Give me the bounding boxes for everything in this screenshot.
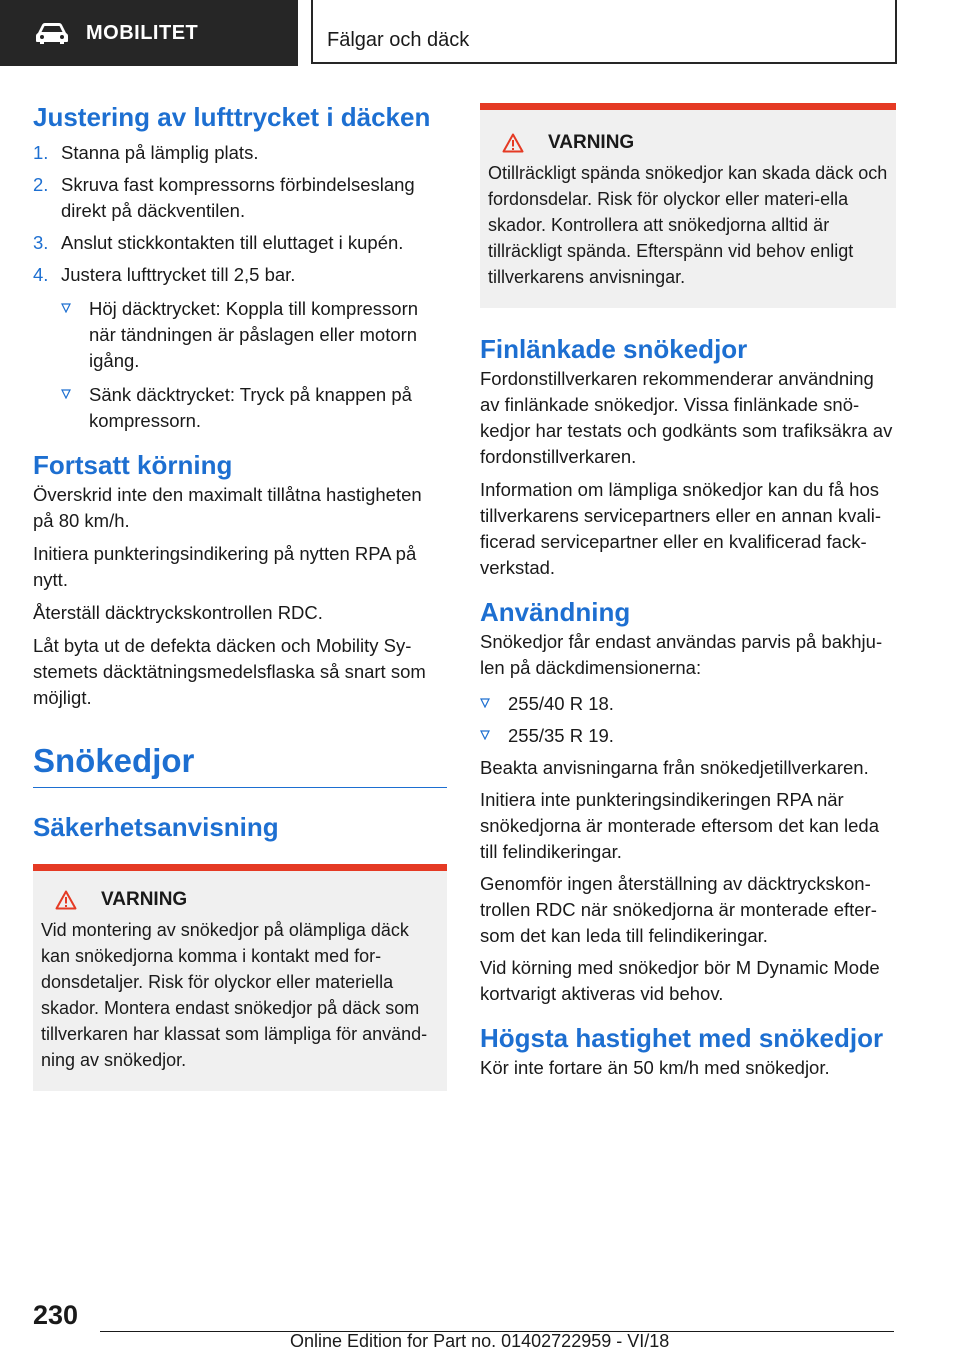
car-icon <box>34 21 70 45</box>
right-column <box>480 103 896 1081</box>
heading-hogsta: Högsta hastighet med snökedjor <box>480 1023 884 1053</box>
warning-box <box>33 864 447 1091</box>
triangle-bullet-icon <box>480 698 490 708</box>
paragraph: Återställ däcktryckskontrollen RDC. <box>33 602 323 623</box>
paragraph: Initiera punkteringsindikering på nytten RPA på nytt. <box>33 543 417 590</box>
section-label: MOBILITET <box>86 21 199 44</box>
heading-snokedjor: Snökedjor <box>33 742 195 779</box>
warning-header <box>41 889 439 911</box>
paragraph: Fordonstillverkaren rekommenderar användning av finlänkade snökedjor. Vissa finlänkade snö-kedjor har testats och godkänts som trafiksäkra av fordonstillverkaren. <box>480 368 893 467</box>
heading-fortsatt: Fortsatt körning <box>33 450 233 480</box>
paragraph: Initiera inte punkteringsindikeringen RPA när snökedjorna är monterade eftersom det kan leda till felindikeringar. <box>480 789 880 862</box>
triangle-bullet-icon <box>480 730 490 740</box>
left-column <box>33 100 447 1091</box>
list-item: 255/35 R 19. <box>480 723 896 749</box>
list-item: 1. Stanna på lämplig plats. <box>33 142 259 163</box>
warning-title: VARNING <box>548 132 635 153</box>
heading-sakerhet: Säkerhetsanvisning <box>33 812 279 842</box>
warning-text: Otillräckligt spända snökedjor kan skada däck och fordonsdelar. Risk för olyckor eller materi-ella skador. Kontrollera att snökedjorna alltid är tillräckligt spända. Efterspänn vid behov enligt tillverkarens anvisningar. <box>488 163 888 287</box>
chapter-tab <box>311 0 897 64</box>
heading-justering: Justering av lufttrycket i däcken <box>33 102 431 132</box>
sizes-list <box>480 691 896 749</box>
paragraph: Låt byta ut de defekta däcken och Mobility Sy-stemets däcktätningsmedelsflaska så snart som möjligt. <box>33 635 426 708</box>
paragraph: Kör inte fortare än 50 km/h med snökedjor. <box>480 1057 830 1078</box>
warning-box <box>480 103 896 308</box>
chapter-title: Fälgar och däck <box>327 29 470 51</box>
list-item: 2. Skruva fast kompressorns förbindelseslang direkt på däckventilen. <box>33 174 415 221</box>
list-item: Sänk däcktrycket: Tryck på knappen på kompressorn. <box>61 382 447 434</box>
page-header <box>0 0 960 66</box>
steps-list <box>33 140 447 434</box>
edition-text: Online Edition for Part no. 01402722959 - VI/18 <box>290 1331 670 1351</box>
warning-triangle-icon <box>55 890 77 910</box>
section-tab <box>0 0 298 66</box>
paragraph: Vid körning med snökedjor bör M Dynamic Mode kortvarigt aktiveras vid behov. <box>480 957 880 1004</box>
warning-title: VARNING <box>101 889 188 910</box>
paragraph: Genomför ingen återställning av däcktryckskon-trollen RDC när snökedjorna är monterade efter-som det kan leda till felindikeringar. <box>480 873 877 946</box>
warning-text: Vid montering av snökedjor på olämpliga däck kan snökedjorna komma i kontakt med for-donsdetaljer. Risk för olyckor eller materiella skador. Montera endast snökedjor på däck som tillverkaren har klassat som lämpliga för använd-ning av snökedjor. <box>41 920 428 1070</box>
triangle-bullet-icon <box>61 389 71 399</box>
paragraph: Beakta anvisningarna från snökedjetillverkaren. <box>480 757 869 778</box>
paragraph: Information om lämpliga snökedjor kan du få hos tillverkarens servicepartners eller en annan kvali-ficerad servicepartner eller en kvalificerad fack-verkstad. <box>480 479 882 578</box>
paragraph: Överskrid inte den maximalt tillåtna hastigheten på 80 km/h. <box>33 484 422 531</box>
paragraph: Snökedjor får endast användas parvis på bakhju-len på däckdimensionerna: <box>480 631 883 678</box>
heading-finlankade: Finlänkade snökedjor <box>480 334 748 364</box>
heading-rule <box>33 787 447 788</box>
list-item: Höj däcktrycket: Koppla till kompressorn när tändningen är påslagen eller motorn igång. <box>61 296 447 374</box>
list-item: 255/40 R 18. <box>480 691 896 717</box>
triangle-bullet-icon <box>61 303 71 313</box>
page-number: 230 <box>33 1300 79 1330</box>
list-item: 3. Anslut stickkontakten till eluttaget i kupén. <box>33 232 404 253</box>
list-item: 4. Justera lufttrycket till 2,5 bar. Höj däcktrycket: Koppla till kompressorn när tändningen är påslagen eller motorn igång. Sänk däcktrycket: Tryck på knappen på kompressorn. <box>33 262 447 434</box>
heading-anvandning: Användning <box>480 597 631 627</box>
warning-triangle-icon <box>502 133 524 153</box>
warning-header <box>488 132 888 154</box>
substeps-list <box>61 296 447 434</box>
